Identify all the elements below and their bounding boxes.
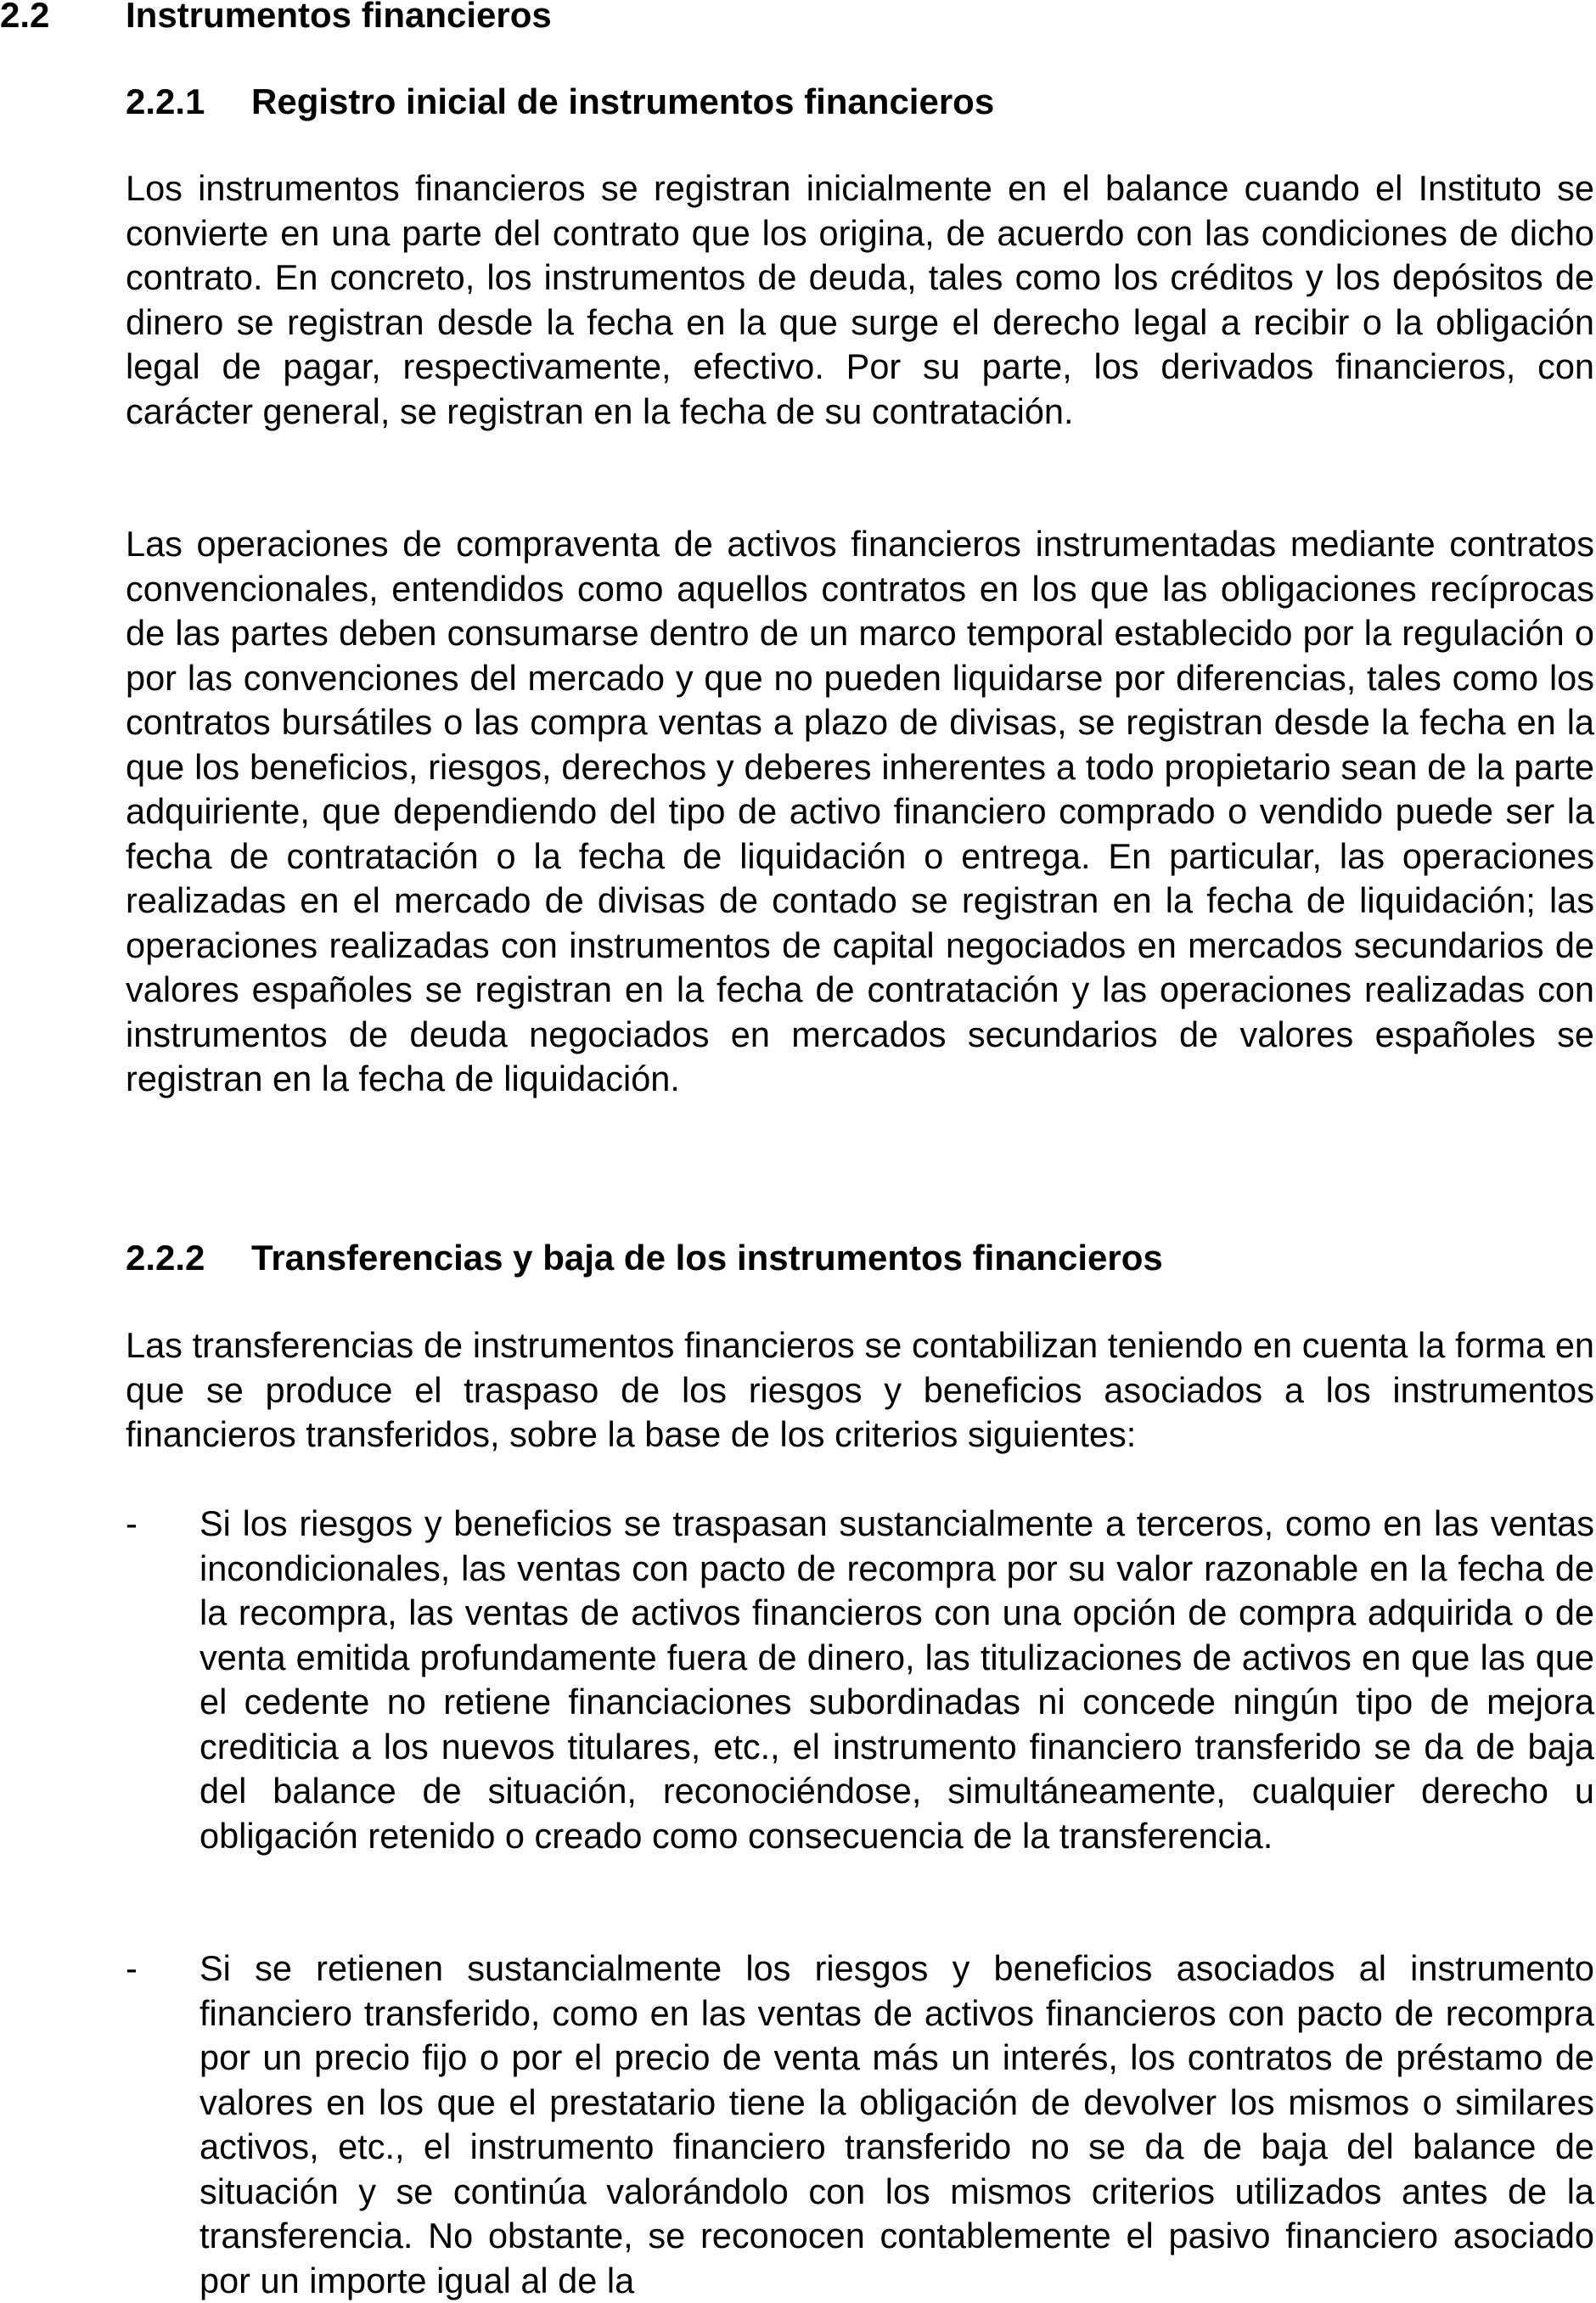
section-number: 2.2 bbox=[0, 0, 50, 35]
subsection-number-1: 2.2.1 bbox=[126, 81, 205, 121]
paragraph-conventional-contracts: Las operaciones de compraventa de activos financieros instrumentadas mediante contratos convencionales, entendidos como aquellos contratos en los que las obligaciones recíprocas de las partes deben consumarse dentro de un marco temporal establecido por la regulación o por las convenciones del mercado y que no pueden liquidarse por diferencias, tales como los contratos bursátiles o las compra ventas a plazo de divisas, se registran desde la fecha en la que los beneficios, riesgos, derechos y deberes inherentes a todo propietario sean de la parte adquiriente, que dependiendo del tipo de activo financiero comprado o vendido puede ser la fecha de contratación o la fecha de liquidación o entrega. En particular, las operaciones realizadas en el mercado de divisas de contado se registran en la fecha de liquidación; las operaciones realizadas con instrumentos de capital negociados en mercados secundarios de valores españoles se registran en la fecha de contratación y las operaciones realizadas con instrumentos de deuda negociados en mercados secundarios de valores españoles se registran en la fecha de liquidación. bbox=[126, 524, 1594, 1098]
subsection-title-2: Transferencias y baja de los instrumentos financieros bbox=[251, 1238, 1163, 1278]
section-title: Instrumentos financieros bbox=[126, 0, 552, 35]
bullet-marker: - bbox=[126, 1948, 138, 1988]
bullet-text: Si se retienen sustancialmente los riesgos y beneficios asociados al instrumento financiero transferido, como en las ventas de activos financieros con pacto de recompra por un precio fijo o por el precio de venta más un interés, los contratos de préstamo de valores en los que el prestatario tiene la obligación de devolver los mismos o similares activos, etc., el instrumento financiero transferido no se da de baja del balance de situación y se continúa valorándolo con los mismos criterios utilizados antes de la transferencia. No obstante, se reconocen contablemente el pasivo financiero asociado por un importe igual al de la bbox=[200, 1948, 1594, 2300]
subsection-number-2: 2.2.2 bbox=[126, 1238, 205, 1278]
paragraph-initial-recognition: Los instrumentos financieros se registran inicialmente en el balance cuando el Instituto se convierte en una parte del contrato que los origina, de acuerdo con las condiciones de dicho contrato. En concreto, los instrumentos de deuda, tales como los créditos y los depósitos de dinero se registran desde la fecha en la que surge el derecho legal a recibir o la obligación legal de pagar, respectivamente, efectivo. Por su parte, los derivados financieros, con carácter general, se registran en la fecha de su contratación. bbox=[126, 168, 1594, 431]
subsection-heading-1 bbox=[126, 80, 994, 124]
paragraph-transfers-intro: Las transferencias de instrumentos financieros se contabilizan teniendo en cuenta la forma en que se produce el traspaso de los riesgos y beneficios asociados a los instrumentos financieros transferidos, sobre la base de los criterios siguientes: bbox=[126, 1325, 1594, 1454]
section-heading bbox=[0, 0, 552, 37]
bullet-text: Si los riesgos y beneficios se traspasan sustancialmente a terceros, como en las ventas incondicionales, las ventas con pacto de recompra por su valor razonable en la fecha de la recompra, las ventas de activos financieros con una opción de compra adquirida o de venta emitida profundamente fuera de dinero, las titulizaciones de activos en que las que el cedente no retiene financiaciones subordinadas ni concede ningún tipo de mejora crediticia a los nuevos titulares, etc., el instrumento financiero transferido se da de baja del balance de situación, reconociéndose, simultáneamente, cualquier derecho u obligación retenido o creado como consecuencia de la transferencia. bbox=[200, 1503, 1594, 1856]
bullet-marker: - bbox=[126, 1503, 138, 1543]
subsection-title-1: Registro inicial de instrumentos financieros bbox=[251, 81, 995, 121]
subsection-heading-2 bbox=[126, 1236, 1163, 1280]
